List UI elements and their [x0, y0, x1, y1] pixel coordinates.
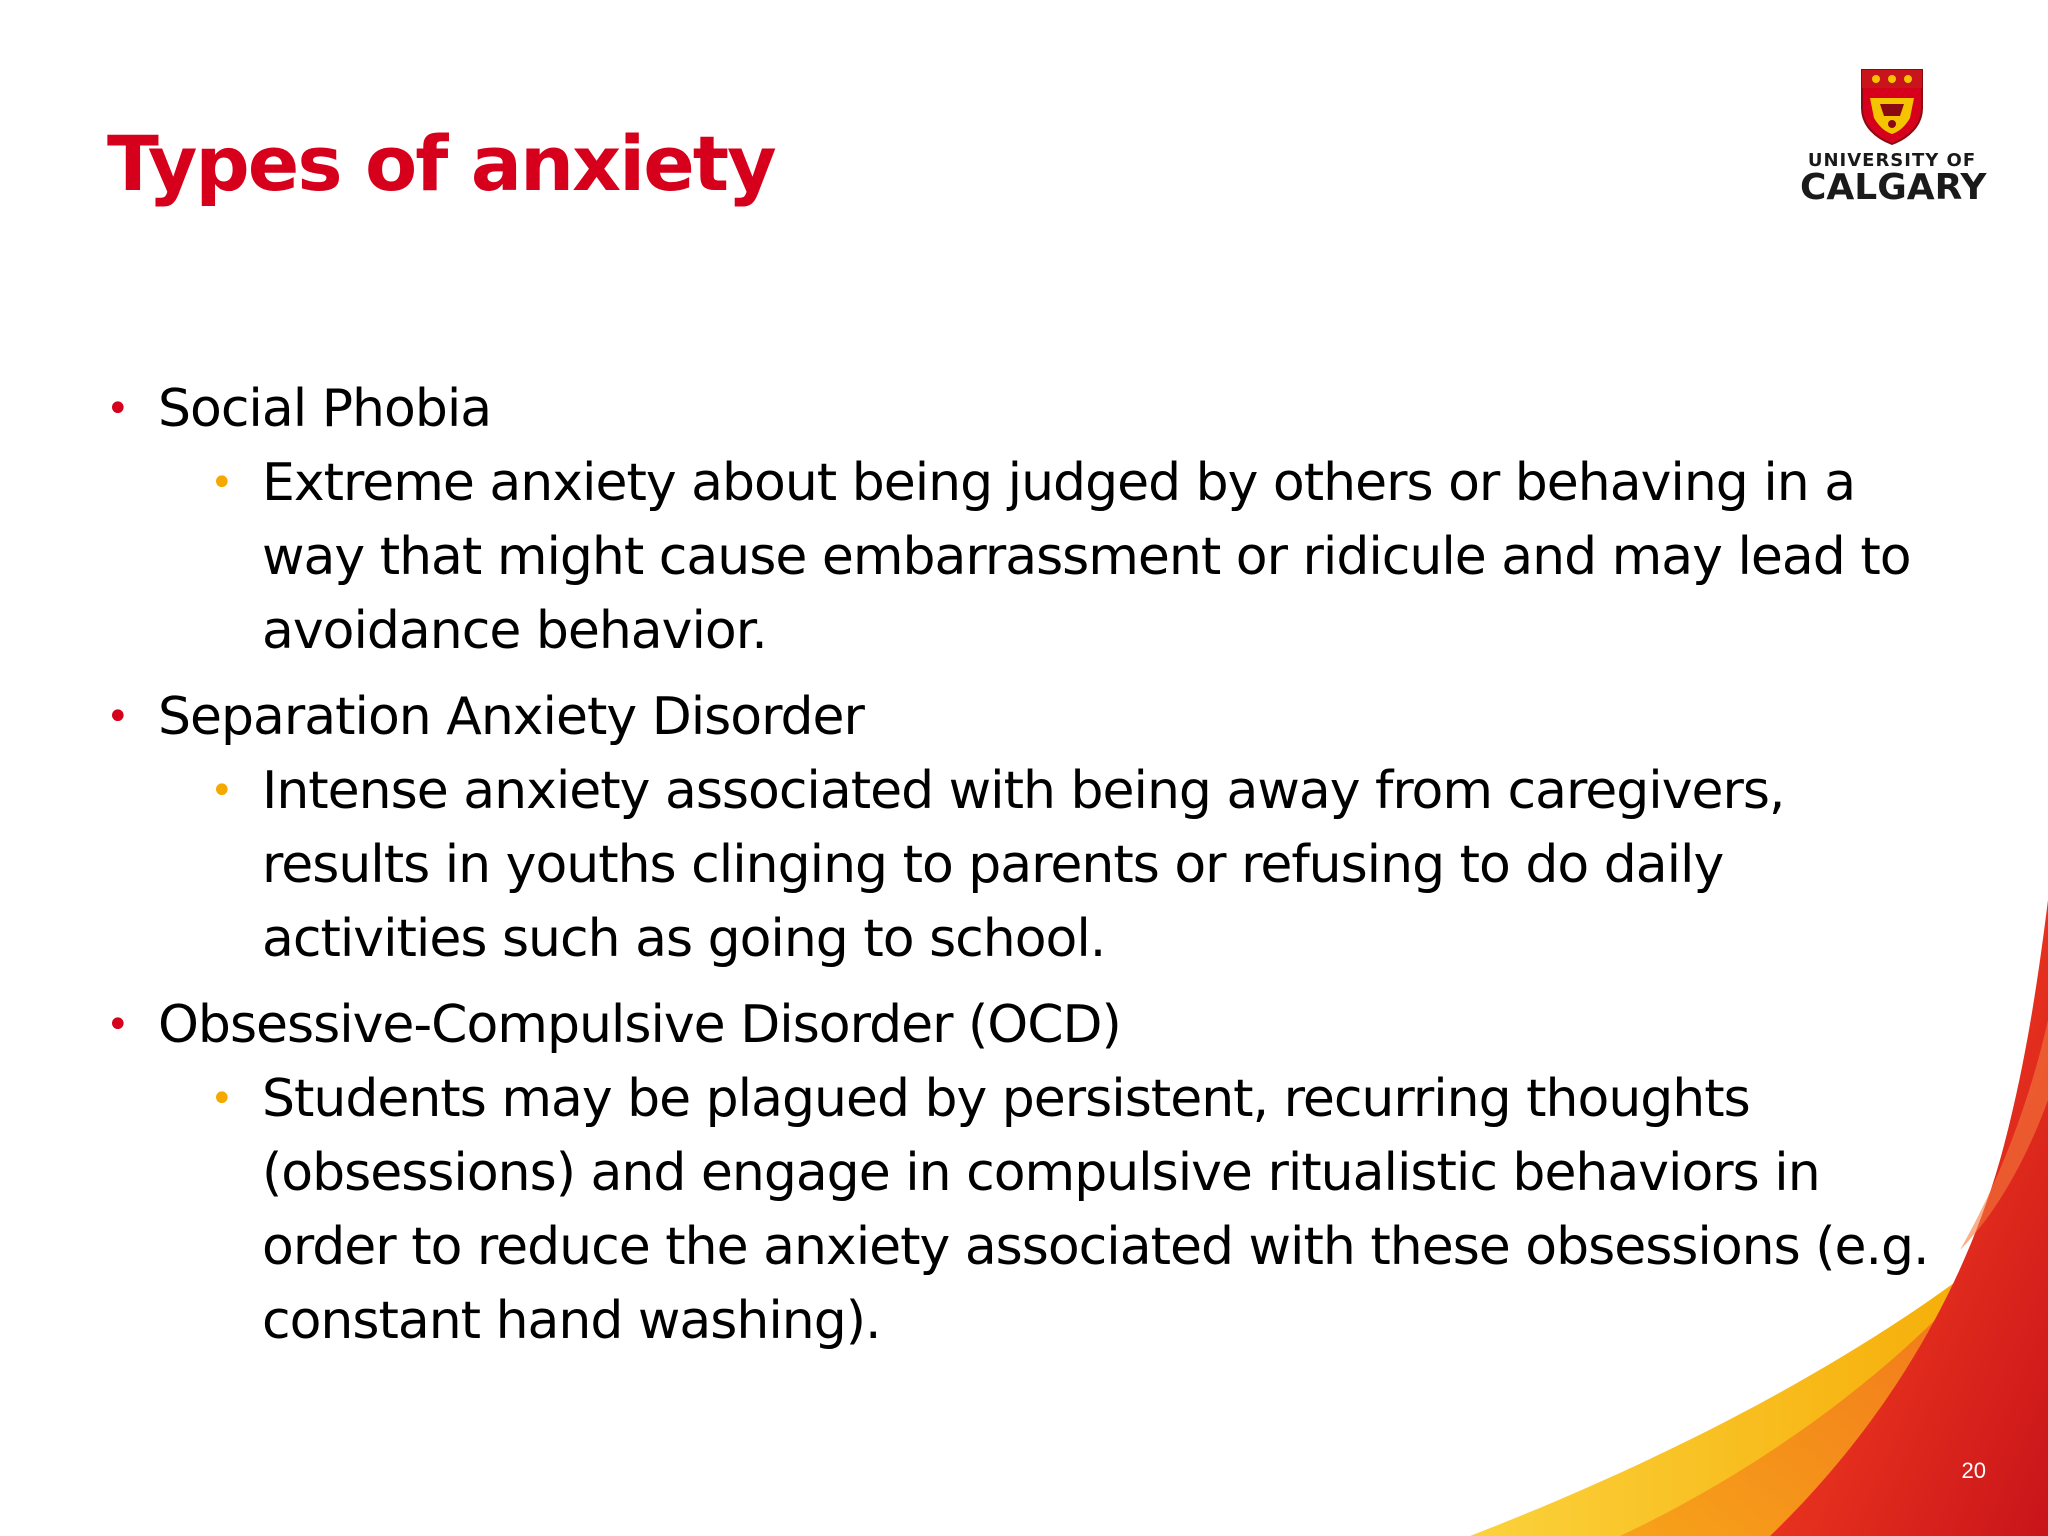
bullet-list — [106, 372, 1929, 1370]
item-heading: Social Phobia — [158, 379, 492, 439]
page-number: 20 — [1961, 1458, 1986, 1483]
item-detail: Students may be plagued by persistent, recurring thoughts (obsessions) and engage in compulsive ritualistic behaviors in order to reduce the anxiety associated with these obsessions (e.g. constant hand washing). — [262, 1069, 1929, 1351]
university-logo — [1800, 68, 1987, 208]
item-heading: Separation Anxiety Disorder — [158, 687, 864, 747]
sub-bullet-marker: • — [210, 1076, 233, 1122]
sub-bullet-marker: • — [210, 768, 233, 814]
list-item — [106, 988, 1929, 1358]
bullet-marker: • — [106, 1002, 130, 1048]
slide-title: Types of anxiety — [107, 119, 775, 208]
sub-item — [158, 754, 1906, 976]
sub-bullet-marker: • — [210, 460, 233, 506]
sub-item — [158, 446, 1911, 668]
bullet-marker: • — [106, 694, 130, 740]
item-detail: Extreme anxiety about being judged by others or behaving in a way that might cause embarrassment or ridicule and may lead to avoidance behavior. — [262, 453, 1911, 661]
crest-icon — [1860, 68, 1924, 146]
logo-text-line2: CALGARY — [1800, 167, 1987, 208]
sub-item — [158, 1062, 1929, 1358]
item-heading: Obsessive-Compulsive Disorder (OCD) — [158, 995, 1121, 1055]
bullet-marker: • — [106, 386, 130, 432]
list-item — [106, 680, 1906, 976]
logo-text-line1: UNIVERSITY OF — [1807, 150, 1977, 171]
item-detail: Intense anxiety associated with being away from caregivers, results in youths clinging to parents or refusing to do daily activities such as going to school. — [262, 761, 1785, 969]
list-item — [106, 372, 1911, 668]
